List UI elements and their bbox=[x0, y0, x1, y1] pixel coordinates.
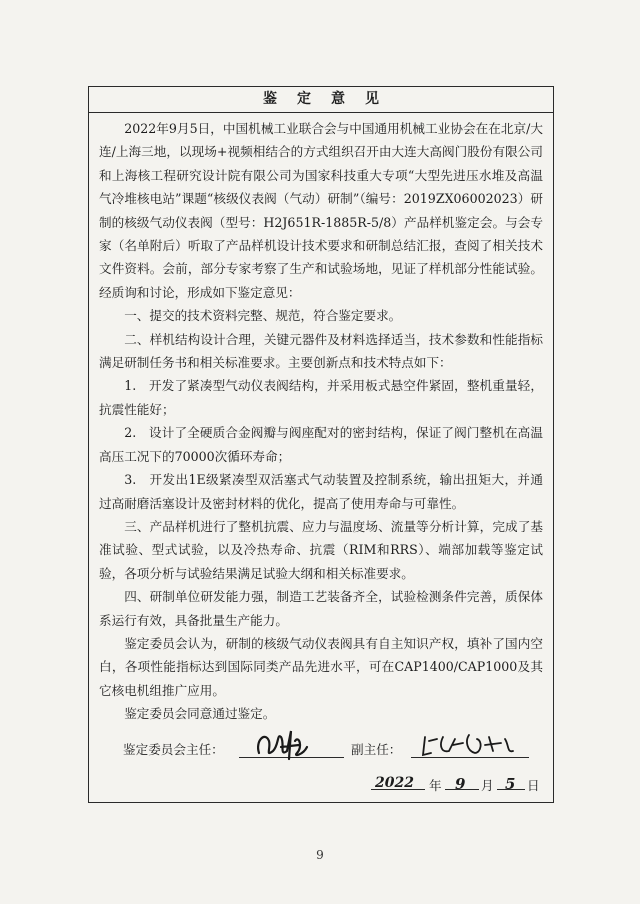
day-value: 5 bbox=[505, 775, 516, 793]
form-title: 鉴定意见 bbox=[89, 87, 553, 113]
paragraph-intro: 2022年9月5日，中国机械工业联合会与中国通用机械工业协会在在北京/大连/上海三地，以现场+视频相结合的方式组织召开由大连大高阀门股份有限公司和上海核工程研究设计院有限公司为国家科技重大专项“大型先进压水堆及高温气冷堆核电站”课题“核级仪表阀（气动）研制”（编号：2019ZX06002023）研制的核级气动仪表阀（型号：H2J651R-1885R-5/8）产品样机鉴定会。与会专家（名单附后）听取了产品样机设计技术要求和研制总结汇报，查阅了相关技术文件资料。会前，部分专家考察了生产和试验场地，见证了样机部分性能试验。经质询和讨论，形成如下鉴定意见： bbox=[99, 121, 543, 300]
signature-row bbox=[89, 735, 553, 763]
page-number: 9 bbox=[316, 848, 324, 862]
day-label: 日 bbox=[527, 778, 540, 793]
month-value: 9 bbox=[455, 775, 466, 793]
paragraph-point-2: 二、样机结构设计合理，关键元器件及材料选择适当，技术参数和性能指标满足研制任务书和相关标准要求。主要创新点和技术特点如下： bbox=[99, 331, 543, 371]
paragraph-point-3: 三、产品样机进行了整机抗震、应力与温度场、流量等分析计算，完成了基准试验、型式试验，以及冷热寿命、抗震（RIM和RRS）、端部加载等鉴定试验，各项分析与试验结果满足试验大纲和相关标准要求。 bbox=[99, 518, 543, 581]
date-row bbox=[89, 769, 553, 797]
paragraph-feature-2: 2. 设计了全硬质合金阀瓣与阀座配对的密封结构，保证了阀门整机在高温高压工况下的70000次循环寿命； bbox=[99, 425, 543, 464]
paragraph-approval: 鉴定委员会同意通过鉴定。 bbox=[124, 706, 276, 722]
vice-signature-icon bbox=[419, 731, 519, 759]
form-body bbox=[89, 113, 553, 726]
chair-signature-icon bbox=[251, 727, 331, 761]
chair-label: 鉴定委员会主任： bbox=[123, 742, 224, 757]
paragraph-point-4: 四、研制单位研发能力强，制造工艺装备齐全，试验检测条件完善，质保体系运行有效，具备批量生产能力。 bbox=[99, 589, 543, 628]
month-label: 月 bbox=[481, 778, 494, 793]
vice-chair-label: 副主任： bbox=[351, 742, 402, 757]
paragraph-feature-3: 3. 开发出1E级紧凑型双活塞式气动装置及控制系统，输出扭矩大，并通过高耐磨活塞设计及密封材料的优化，提高了使用寿命与可靠性。 bbox=[99, 472, 543, 511]
year-label: 年 bbox=[429, 778, 442, 793]
paragraph-point-1: 一、提交的技术资料完整、规范，符合鉴定要求。 bbox=[124, 308, 402, 324]
year-value: 2022 bbox=[375, 775, 414, 791]
appraisal-form bbox=[88, 86, 554, 803]
paragraph-feature-1: 1. 开发了紧凑型气动仪表阀结构，并采用板式悬空件紧固，整机重量轻，抗震性能好； bbox=[99, 378, 543, 417]
paragraph-conclusion: 鉴定委员会认为，研制的核级气动仪表阀具有自主知识产权，填补了国内空白，各项性能指标达到国际同类产品先进水平，可在CAP1400/CAP1000及其它核电机组推广应用。 bbox=[99, 635, 543, 698]
